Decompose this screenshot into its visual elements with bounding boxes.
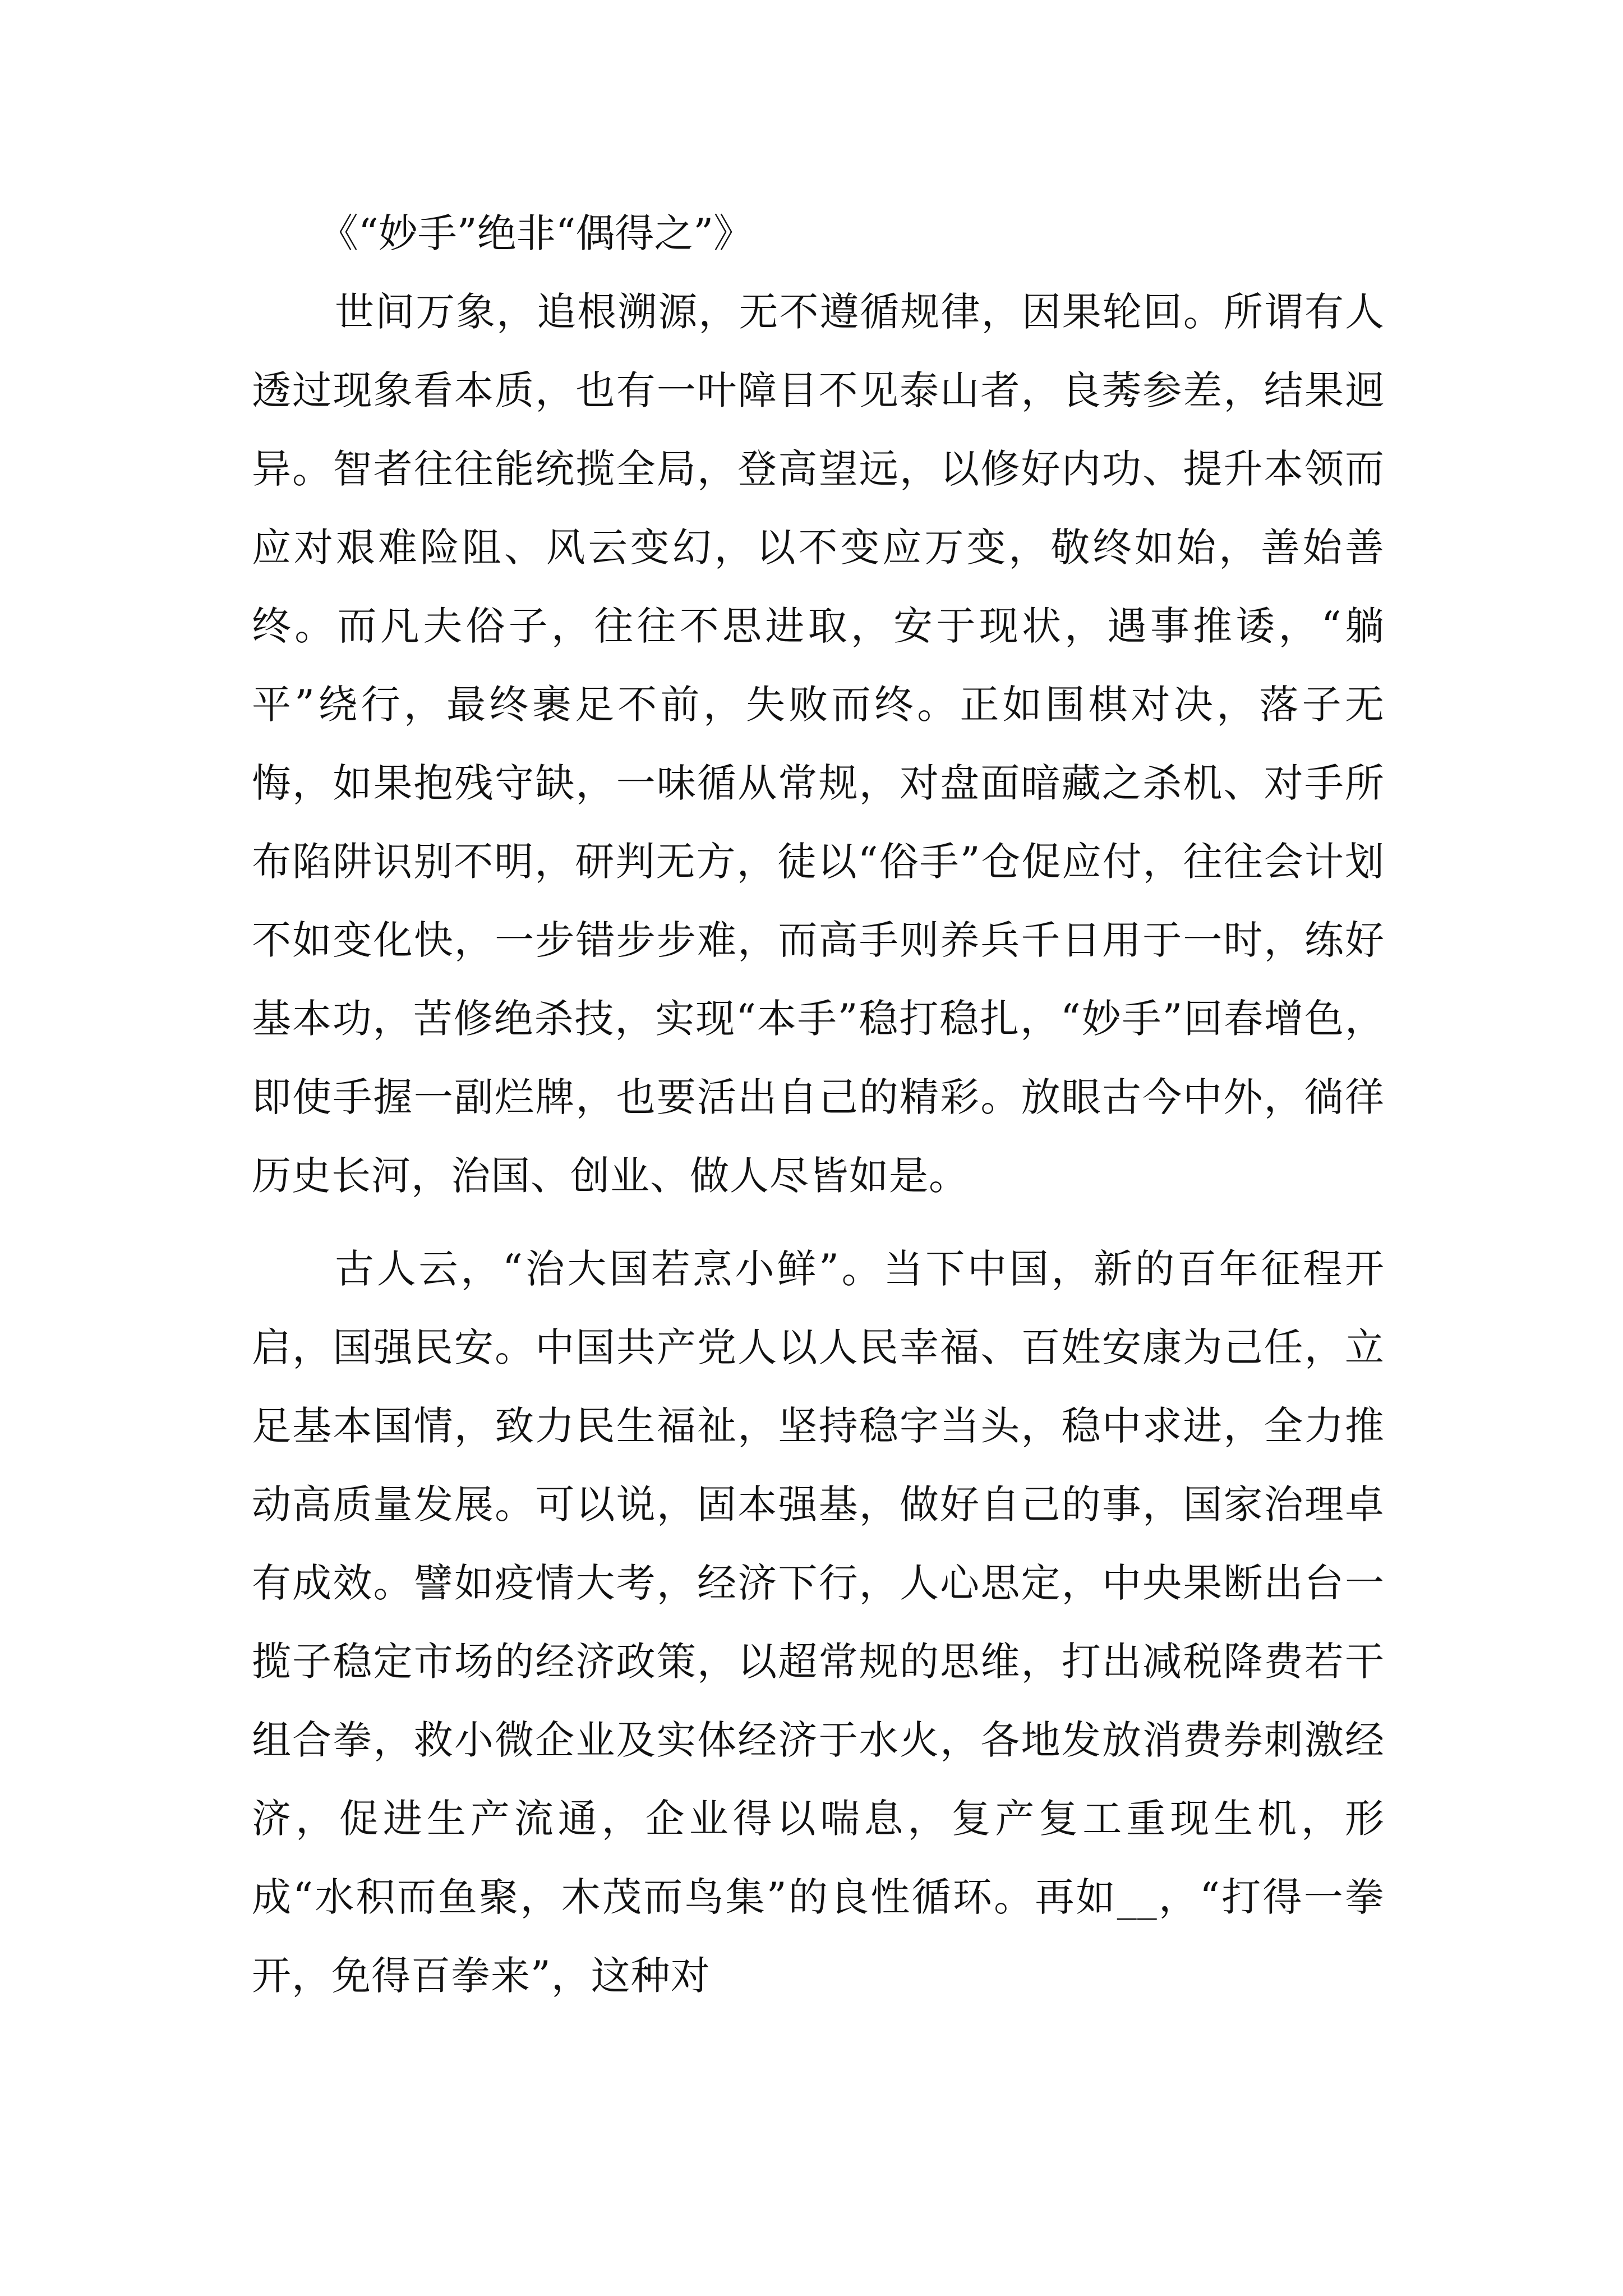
paragraph-2: 古人云，“治大国若烹小鲜”。当下中国，新的百年征程开启，国强民安。中国共产党人以人民幸福、百姓安康为己任，立足基本国情，致力民生福祉，坚持稳字当头，稳中求进，全力推动高质量发展。可以说，固本强基，做好自己的事，国家治理卓有成效。譬如疫情大考，经济下行，人心思定，中央果断出台一揽子稳定市场的经济政策，以超常规的思维，打出减税降费若干组合拳，救小微企业及实体经济于水火，各地发放消费券刺激经济，促进生产流通，企业得以喘息，复产复工重现生机，形成“水积而鱼聚，木茂而鸟集”的良性循环。再如__，“打得一拳开，免得百拳来”，这种对 — [252, 1246, 1385, 1999]
paragraph-1: 世间万象，追根溯源，无不遵循规律，因果轮回。所谓有人透过现象看本质，也有一叶障目不见泰山者，良莠参差，结果迥异。智者往往能统揽全局，登高望远，以修好内功、提升本领而应对艰难险阻、风云变幻，以不变应万变，敬终如始，善始善终。而凡夫俗子，往往不思进取，安于现状，遇事推诿，“躺平”绕行，最终裹足不前，失败而终。正如围棋对决，落子无悔，如果抱残守缺，一味循从常规，对盘面暗藏之杀机、对手所布陷阱识别不明，研判无方，徒以“俗手”仓促应付，往往会计划不如变化快，一步错步步难，而高手则养兵千日用于一时，练好基本功，苦修绝杀技，实现“本手”稳打稳扎，“妙手”回春增色，即使手握一副烂牌，也要活出自己的精彩。放眼古今中外，徜徉历史长河，治国、创业、做人尽皆如是。 — [252, 289, 1385, 1199]
document-body — [252, 194, 1385, 2015]
document-title: 《“妙手”绝非“偶得之”》 — [319, 210, 753, 256]
